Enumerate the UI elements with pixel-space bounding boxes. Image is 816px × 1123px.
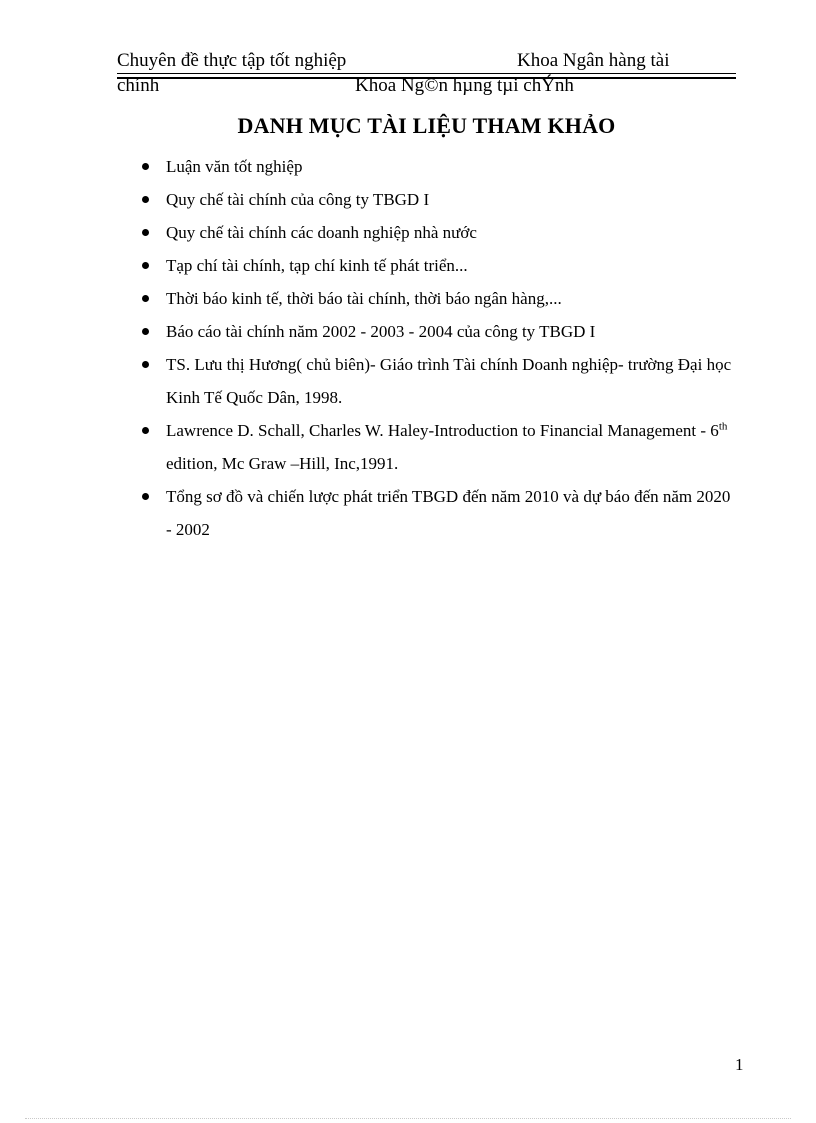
header-rule-thin bbox=[117, 73, 736, 74]
reference-item bbox=[117, 216, 737, 249]
reference-item bbox=[117, 249, 737, 282]
reference-text-pre: Lawrence D. Schall, Charles W. Haley-Introduction to Financial Management - 6 bbox=[166, 421, 719, 440]
reference-item bbox=[117, 150, 737, 183]
reference-text: Quy chế tài chính của công ty TBGD I bbox=[166, 190, 430, 209]
reference-text: Báo cáo tài chính năm 2002 - 2003 - 2004 của công ty TBGD I bbox=[166, 322, 596, 341]
reference-text-post: edition, Mc Graw –Hill, Inc,1991. bbox=[166, 454, 399, 473]
page-bottom-rule bbox=[25, 1118, 791, 1119]
reference-text: Luận văn tốt nghiệp bbox=[166, 157, 303, 176]
reference-list bbox=[117, 150, 737, 546]
reference-text: Tổng sơ đồ và chiến lược phát triển TBGD đến năm 2010 và dự báo đến năm 2020 - 2002 bbox=[166, 487, 731, 539]
reference-item bbox=[117, 348, 737, 414]
reference-item bbox=[117, 315, 737, 348]
reference-item bbox=[117, 183, 737, 216]
reference-item bbox=[117, 282, 737, 315]
reference-text: Tạp chí tài chính, tạp chí kinh tế phát triển... bbox=[166, 256, 468, 275]
page-number: 1 bbox=[735, 1055, 744, 1074]
header-garbled: Khoa Ng©n hµng tµi chÝnh bbox=[355, 75, 574, 96]
header-left: Chuyên đề thực tập tốt nghiệp bbox=[117, 50, 347, 71]
header-right: Khoa Ngân hàng tài bbox=[517, 50, 670, 71]
page-title: DANH MỤC TÀI LIỆU THAM KHẢO bbox=[237, 112, 616, 138]
reference-text: Thời báo kinh tế, thời báo tài chính, thời báo ngân hàng,... bbox=[166, 289, 562, 308]
reference-text: Quy chế tài chính các doanh nghiệp nhà nước bbox=[166, 223, 477, 242]
reference-item bbox=[117, 414, 737, 480]
reference-superscript: th bbox=[718, 420, 728, 433]
header-wrap: chính bbox=[117, 75, 160, 96]
reference-text: TS. Lưu thị Hương( chủ biên)- Giáo trình Tài chính Doanh nghiệp- trường Đại học Kinh Tế Quốc Dân, 1998. bbox=[166, 355, 732, 407]
reference-item bbox=[117, 480, 737, 546]
